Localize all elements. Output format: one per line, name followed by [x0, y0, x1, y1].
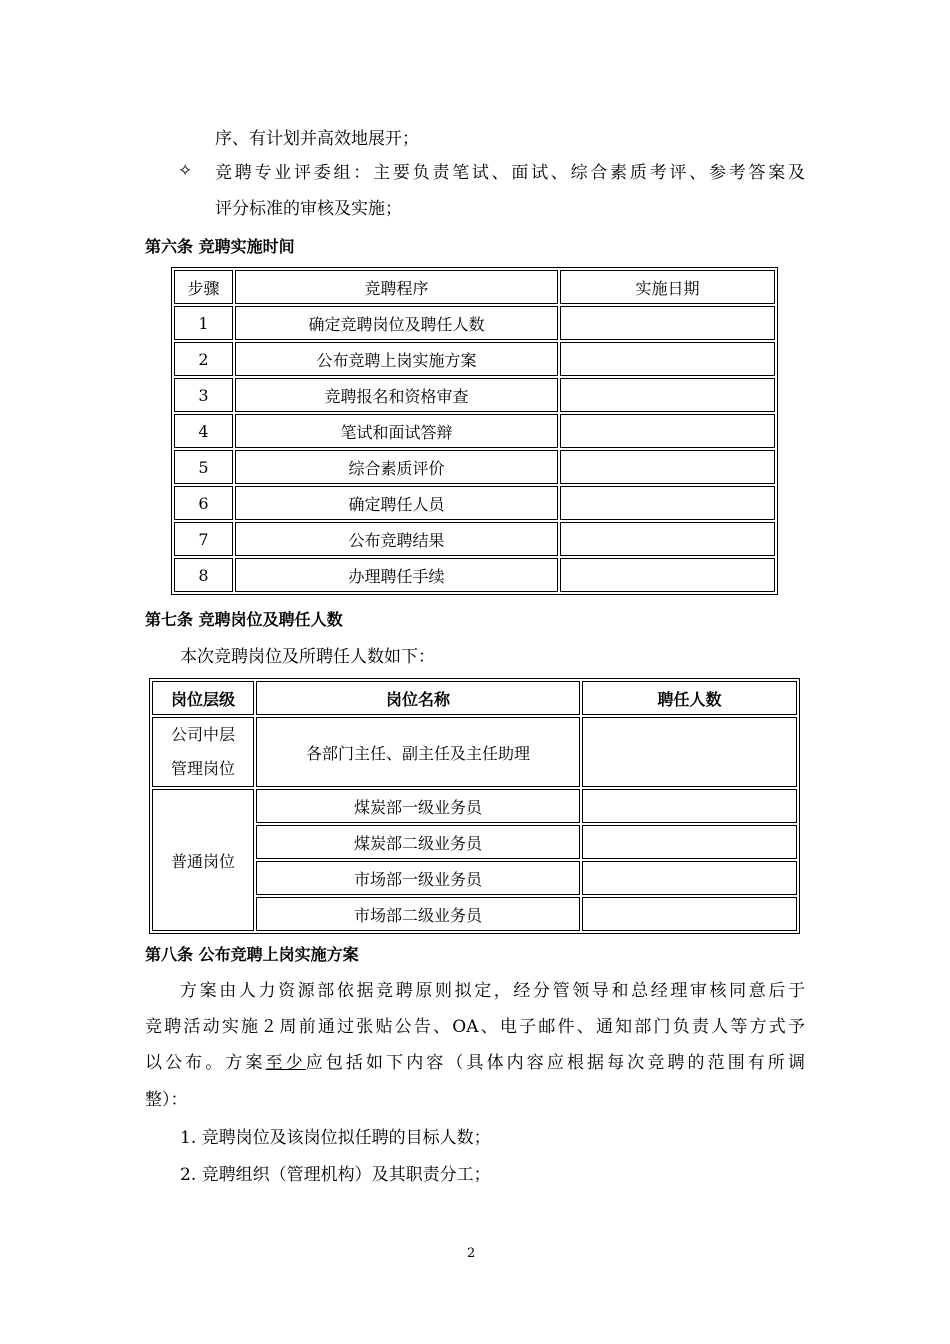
- underlined-text: 至少: [265, 1053, 306, 1073]
- intro-line: 序、有计划并高效地展开；: [215, 129, 419, 149]
- date-cell: [560, 342, 775, 376]
- step-cell: 7: [174, 522, 233, 556]
- procedure-cell: 笔试和面试答辩: [235, 414, 558, 448]
- list-item: 1. 竞聘岗位及该岗位拟任聘的目标人数；: [180, 1128, 491, 1148]
- position-cell: 煤炭部二级业务员: [256, 825, 580, 859]
- position-cell: 市场部二级业务员: [256, 897, 580, 931]
- step-cell: 3: [174, 378, 233, 412]
- table-row: [174, 486, 775, 520]
- table-row: [174, 342, 775, 376]
- position-cell: 各部门主任、副主任及主任助理: [256, 717, 580, 787]
- procedure-cell: 综合素质评价: [235, 450, 558, 484]
- table-row: [174, 414, 775, 448]
- diamond-bullet-icon: ✧: [178, 161, 193, 181]
- paragraph-text: 应包括如下内容（具体内容应根据每次竞聘的范围有所调: [305, 1053, 805, 1073]
- header-step: 步骤: [174, 270, 233, 304]
- section-7-title: 第七条 竞聘岗位及聘任人数: [145, 610, 343, 629]
- procedure-cell: 确定竞聘岗位及聘任人数: [235, 306, 558, 340]
- table-row: [174, 378, 775, 412]
- procedure-cell: 确定聘任人员: [235, 486, 558, 520]
- step-cell: 2: [174, 342, 233, 376]
- level-cell-management: [152, 717, 254, 787]
- table-row: [174, 450, 775, 484]
- level-line: 管理岗位: [170, 759, 235, 778]
- positions-table: [149, 678, 800, 934]
- paragraph-text: 以公布。方案: [145, 1053, 266, 1073]
- date-cell: [560, 558, 775, 592]
- step-cell: 8: [174, 558, 233, 592]
- date-cell: [560, 414, 775, 448]
- date-cell: [560, 486, 775, 520]
- level-line: 公司中层: [170, 725, 235, 744]
- bullet-line-continued: 评分标准的审核及实施；: [215, 199, 402, 219]
- table-header-row: [152, 681, 797, 715]
- position-cell: 煤炭部一级业务员: [256, 789, 580, 823]
- step-cell: 5: [174, 450, 233, 484]
- headcount-cell: [582, 789, 797, 823]
- step-cell: 1: [174, 306, 233, 340]
- section-8-title: 第八条 公布竞聘上岗实施方案: [145, 945, 359, 964]
- paragraph-line: 方案由人力资源部依据竞聘原则拟定，经分管领导和总经理审核同意后于: [180, 981, 805, 1001]
- procedure-cell: 公布竞聘上岗实施方案: [235, 342, 558, 376]
- header-date: 实施日期: [560, 270, 775, 304]
- header-level: 岗位层级: [152, 681, 254, 715]
- step-cell: 4: [174, 414, 233, 448]
- procedure-cell: 公布竞聘结果: [235, 522, 558, 556]
- date-cell: [560, 522, 775, 556]
- header-procedure: 竞聘程序: [235, 270, 558, 304]
- level-cell-general: 普通岗位: [152, 789, 254, 931]
- paragraph-line: 整）：: [145, 1090, 188, 1110]
- table-row: [174, 306, 775, 340]
- headcount-cell: [582, 897, 797, 931]
- date-cell: [560, 378, 775, 412]
- table-row: [174, 558, 775, 592]
- header-headcount: 聘任人数: [582, 681, 797, 715]
- paragraph-line: [145, 1051, 805, 1075]
- section-7-intro: 本次竞聘岗位及所聘任人数如下：: [180, 647, 435, 667]
- headcount-cell: [582, 717, 797, 787]
- table-row: [152, 717, 797, 787]
- bullet-line: 竞聘专业评委组：主要负责笔试、面试、综合素质考评、参考答案及: [215, 163, 805, 183]
- date-cell: [560, 450, 775, 484]
- procedure-cell: 办理聘任手续: [235, 558, 558, 592]
- header-position-name: 岗位名称: [256, 681, 580, 715]
- date-cell: [560, 306, 775, 340]
- position-cell: 市场部一级业务员: [256, 861, 580, 895]
- schedule-table: [171, 267, 778, 595]
- page-number: 2: [467, 1246, 476, 1261]
- table-row: [152, 789, 797, 823]
- step-cell: 6: [174, 486, 233, 520]
- headcount-cell: [582, 825, 797, 859]
- list-item: 2. 竞聘组织（管理机构）及其职责分工；: [180, 1165, 491, 1185]
- paragraph-line: 竞聘活动实施２周前通过张贴公告、OA、电子邮件、通知部门负责人等方式予: [145, 1017, 805, 1037]
- headcount-cell: [582, 861, 797, 895]
- section-6-title: 第六条 竞聘实施时间: [145, 237, 295, 256]
- table-row: [174, 522, 775, 556]
- table-header-row: [174, 270, 775, 304]
- procedure-cell: 竞聘报名和资格审查: [235, 378, 558, 412]
